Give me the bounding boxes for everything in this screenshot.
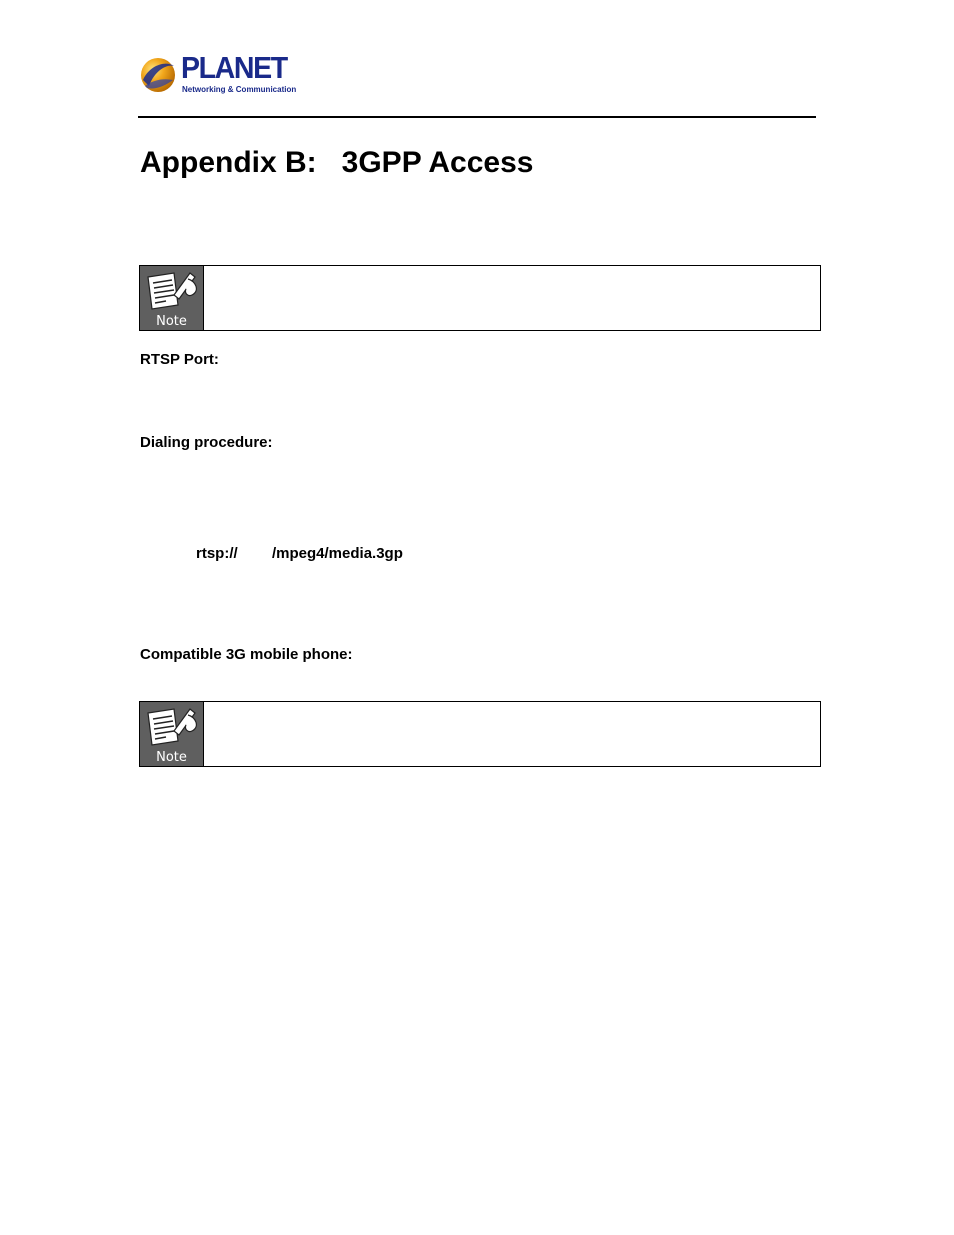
note-icon — [140, 266, 204, 330]
planet-logo — [139, 50, 299, 98]
note-pencil-icon — [144, 269, 200, 315]
note-icon — [140, 702, 204, 766]
compatible-phone-heading: Compatible 3G mobile phone: — [140, 646, 353, 663]
dialing-procedure-heading: Dialing procedure: — [140, 434, 273, 451]
note-pencil-icon — [144, 705, 200, 751]
note-label: Note — [156, 750, 187, 765]
page-title: Appendix B: 3GPP Access — [140, 146, 534, 179]
note-box — [139, 265, 821, 331]
rtsp-port-heading: RTSP Port: — [140, 351, 219, 368]
brand-name: PLANET — [181, 50, 287, 85]
url-path: /mpeg4/media.3gp — [272, 545, 403, 562]
header-rule — [138, 116, 816, 118]
note-label: Note — [156, 314, 187, 329]
note-box — [139, 701, 821, 767]
globe-icon — [139, 56, 177, 94]
brand-tagline: Networking & Communication — [182, 85, 297, 94]
url-scheme: rtsp:// — [196, 545, 238, 562]
